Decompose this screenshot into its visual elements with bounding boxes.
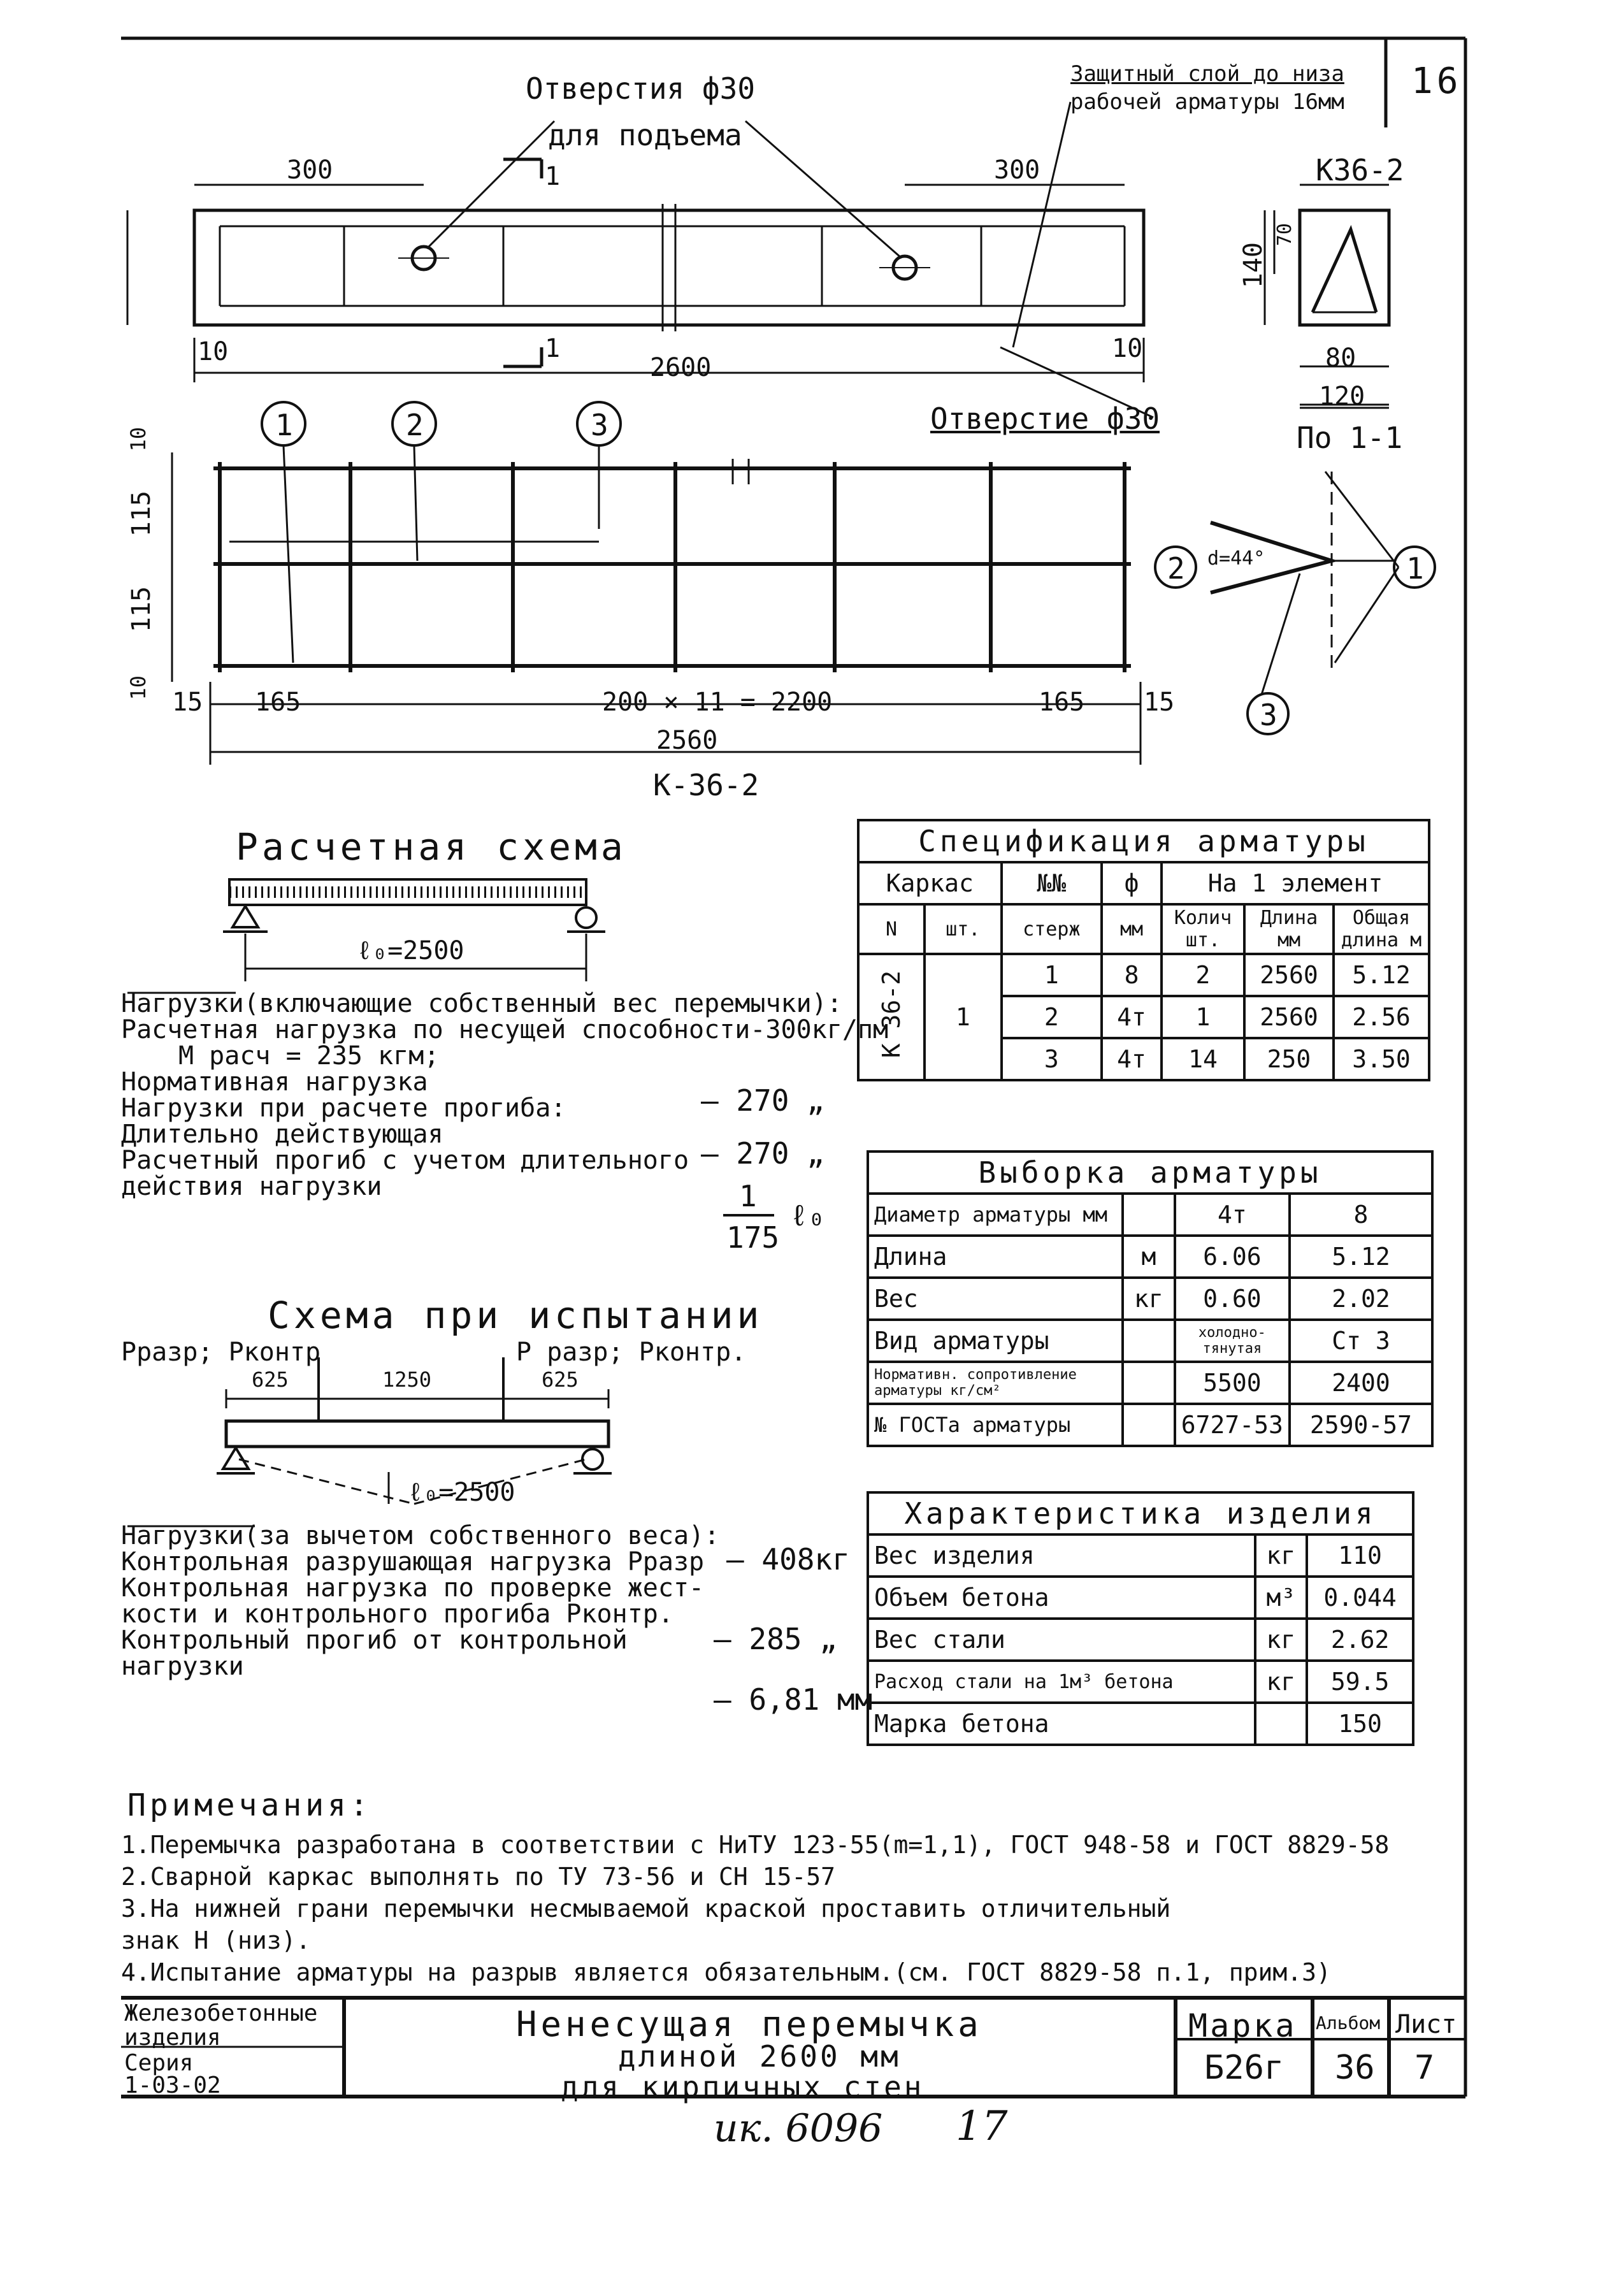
cell: 4т: [1102, 1038, 1162, 1080]
protective-layer-line2: рабочей арматуры 16мм: [1070, 89, 1344, 115]
note-item: 3.На нижней грани перемычки несмываемой краской проставить отличительный: [121, 1895, 1171, 1923]
dim-10-left: 10: [198, 337, 229, 366]
marker-2: 2: [406, 408, 424, 442]
table-row: [868, 1404, 1432, 1446]
section-mark-top: 1: [545, 162, 561, 191]
cell: 5.12: [1290, 1236, 1432, 1278]
cell: 2.62: [1307, 1619, 1413, 1661]
calc-line: Нагрузки(включающие собственный вес перемычки):: [121, 989, 842, 1018]
cell: 8: [1102, 954, 1162, 996]
cell: 4т: [1175, 1194, 1290, 1236]
test-line: кости и контрольного прогиба Pконтр.: [121, 1599, 673, 1629]
calc-value-normative: — 270 „: [701, 1083, 824, 1118]
spec-h-bar: №№: [1002, 862, 1102, 904]
cell: 3.50: [1334, 1038, 1429, 1080]
cell: 59.5: [1307, 1661, 1413, 1703]
cell: Вес: [868, 1278, 1123, 1320]
tb-name-1: Ненесущая перемычка: [516, 2004, 982, 2044]
cell: [1123, 1194, 1175, 1236]
dim-115-b: 115: [127, 586, 156, 633]
test-scheme-title: Схема при испытании: [268, 1294, 763, 1337]
cell: м³: [1255, 1577, 1307, 1619]
spec-frame-name: К 36-2: [877, 970, 905, 1058]
cell: кг: [1255, 1534, 1307, 1577]
test-value-control: — 285 „: [714, 1622, 837, 1656]
test-load-left: Pразр; Pконтр: [121, 1338, 321, 1367]
test-dim-1250: 1250: [382, 1368, 432, 1392]
dim-15-right: 15: [1144, 688, 1175, 717]
cell: 3: [1002, 1038, 1102, 1080]
tb-name-2: длиной 2600 мм: [618, 2039, 901, 2074]
spec-title: Спецификация арматуры: [858, 820, 1429, 862]
spec-h-rod: стерж: [1002, 904, 1102, 954]
cell: Диаметр арматуры мм: [868, 1194, 1123, 1236]
test-line: нагрузки: [121, 1652, 244, 1681]
section-label: По 1-1: [1297, 421, 1403, 455]
cell: Марка бетона: [868, 1703, 1255, 1745]
dim-165-right: 165: [1039, 688, 1085, 717]
calc-line: М расч = 235 кгм;: [178, 1041, 440, 1071]
note-item: 2.Сварной каркас выполнять по ТУ 73-56 и СН 15-57: [121, 1863, 836, 1891]
cell: 150: [1307, 1703, 1413, 1745]
cell: 0.044: [1307, 1577, 1413, 1619]
table-row: [868, 1577, 1413, 1619]
section-dim-140: 140: [1239, 242, 1268, 289]
table-row: [858, 954, 1429, 996]
cell: 250: [1244, 1038, 1334, 1080]
tb-mark: Б26г: [1204, 2049, 1284, 2087]
cell: Длина: [868, 1236, 1123, 1278]
cell: [1123, 1362, 1175, 1404]
dim-15-left: 15: [172, 688, 203, 717]
holes-label-1: Отверстия ф30: [526, 71, 756, 106]
cell: [1123, 1404, 1175, 1446]
calc-value-long: — 270 „: [701, 1136, 824, 1171]
dim-10-bottom: 10: [126, 675, 150, 700]
section-dim-120: 120: [1319, 382, 1365, 411]
cell: 0.60: [1175, 1278, 1290, 1320]
section-dim-70: 70: [1274, 223, 1296, 247]
spec-h-length: Длина мм: [1244, 904, 1334, 954]
calc-deflection-num: 1: [739, 1179, 757, 1213]
dim-total-2600: 2600: [650, 353, 712, 382]
spec-table: [857, 819, 1430, 1081]
cell: 4т: [1102, 996, 1162, 1038]
test-line: Контрольный прогиб от контрольной: [121, 1626, 628, 1655]
table-row: [868, 1320, 1432, 1362]
table-row: [868, 1236, 1432, 1278]
calc-scheme-title: Расчетная схема: [236, 825, 627, 869]
frame-title: К-36-2: [653, 768, 759, 802]
bar-marker-1: 1: [1406, 551, 1424, 586]
spec-frame-count: 1: [925, 954, 1002, 1080]
calc-scheme-beam: [223, 879, 605, 981]
cell: 5.12: [1334, 954, 1429, 996]
test-line: Нагрузки(за вычетом собственного веса):: [121, 1521, 720, 1550]
table-row: [868, 1703, 1413, 1745]
spec-h-n: N: [858, 904, 925, 954]
notes-list: [121, 1829, 1389, 1988]
table-row: [868, 1534, 1413, 1577]
cell: 2400: [1290, 1362, 1432, 1404]
cell: 2: [1002, 996, 1102, 1038]
table-row: [868, 1278, 1432, 1320]
note-item: 1.Перемычка разработана в соответствии с НиТУ 123-55(m=1,1), ГОСТ 948-58 и ГОСТ 8829-58: [121, 1831, 1390, 1859]
dim-300-right: 300: [994, 155, 1040, 185]
section-title: К36-2: [1316, 153, 1404, 187]
spec-h-diam: ф: [1102, 862, 1162, 904]
dim-middle: 200 × 11 = 2200: [602, 688, 833, 717]
cell: м: [1123, 1236, 1175, 1278]
test-lines: [121, 1523, 719, 1680]
marker-3: 3: [591, 408, 608, 442]
cell: Объем бетона: [868, 1577, 1255, 1619]
cell: Вес стали: [868, 1619, 1255, 1661]
note-item: знак Н (низ).: [121, 1926, 311, 1954]
hole-label: Отверстие ф30: [930, 401, 1160, 436]
cell: кг: [1255, 1619, 1307, 1661]
tb-series-label: Серия: [124, 2050, 194, 2076]
cell: 14: [1162, 1038, 1244, 1080]
spec-h-mm: мм: [1102, 904, 1162, 954]
cell: кг: [1123, 1278, 1175, 1320]
inventory-number: ик. 6096: [714, 2106, 883, 2151]
test-dim-625-right: 625: [542, 1368, 579, 1392]
calc-line: Расчетная нагрузка по несущей способности-300кг/пм: [121, 1015, 889, 1044]
spec-h-pcs: шт.: [925, 904, 1002, 954]
test-dim-625-left: 625: [252, 1368, 289, 1392]
cell: [1255, 1703, 1307, 1745]
cell: 8: [1290, 1194, 1432, 1236]
cell: холодно-тянутая: [1175, 1320, 1290, 1362]
cell: Расход стали на 1м³ бетона: [868, 1661, 1255, 1703]
fraction-bar: [723, 1214, 774, 1217]
cell: 2.56: [1334, 996, 1429, 1038]
test-load-right: P разр; Pконтр.: [516, 1338, 747, 1367]
cell: 2560: [1244, 996, 1334, 1038]
cell: Нормативн. сопротивление арматуры кг/см²: [868, 1362, 1123, 1404]
bar-marker-3: 3: [1260, 698, 1277, 732]
product-table: [867, 1491, 1414, 1746]
notes-title: Примечания:: [127, 1787, 372, 1823]
tb-name-3: для кирпичных стен: [561, 2070, 925, 2104]
bar-marker-2: 2: [1167, 551, 1185, 586]
cell: 5500: [1175, 1362, 1290, 1404]
calc-line: действия нагрузки: [121, 1172, 382, 1201]
dim-10-right: 10: [1112, 334, 1143, 363]
dim-165-left: 165: [255, 688, 301, 717]
bar-detail: [1155, 472, 1435, 734]
tb-album: 36: [1335, 2049, 1375, 2087]
calc-line: Нормативная нагрузка: [121, 1067, 428, 1097]
cell: кг: [1255, 1661, 1307, 1703]
test-span: ℓ₀=2500: [408, 1478, 515, 1507]
note-item: 4.Испытание арматуры на разрыв является обязательным.(см. ГОСТ 8829-58 п.1, прим.3): [121, 1958, 1331, 1986]
calc-line: Нагрузки при расчете прогиба:: [121, 1094, 566, 1123]
dim-300-left: 300: [287, 155, 333, 185]
test-line: Контрольная разрушающая нагрузка Pразр: [121, 1547, 705, 1577]
frame-k36-2: [172, 446, 1140, 765]
dim-115-a: 115: [127, 491, 156, 537]
calc-span: ℓ₀=2500: [357, 936, 464, 965]
cell: № ГОСТа арматуры: [868, 1404, 1123, 1446]
holes-label-2: для подъема: [548, 118, 742, 152]
calc-deflection-den: 175: [726, 1220, 780, 1255]
table-row: [868, 1362, 1432, 1404]
test-value-breaking: — 408кг: [726, 1542, 850, 1577]
cell: Ст 3: [1290, 1320, 1432, 1362]
section-dim-80: 80: [1325, 343, 1356, 373]
cell: Вес изделия: [868, 1534, 1255, 1577]
protective-layer-line1: Защитный слой до низа: [1070, 61, 1344, 87]
cell: 110: [1307, 1534, 1413, 1577]
tb-category-2: изделия: [124, 2025, 221, 2051]
cell: 2: [1162, 954, 1244, 996]
frame-total-2560: 2560: [656, 726, 718, 755]
tb-h-mark: Марка: [1188, 2007, 1297, 2044]
tb-h-album: Альбом: [1316, 2012, 1381, 2033]
section-mark-bottom: 1: [545, 334, 561, 363]
cell: 1: [1162, 996, 1244, 1038]
cell: 6727-53: [1175, 1404, 1290, 1446]
bar-angle: d=44°: [1207, 547, 1265, 570]
tb-h-sheet: Лист: [1395, 2010, 1457, 2039]
cell: Вид арматуры: [868, 1320, 1123, 1362]
cell: 6.06: [1175, 1236, 1290, 1278]
cell: 2560: [1244, 954, 1334, 996]
product-title: Характеристика изделия: [868, 1492, 1413, 1534]
spec-h-per-element: На 1 элемент: [1162, 862, 1429, 904]
test-line: Контрольная нагрузка по проверке жест-: [121, 1573, 705, 1603]
spec-h-qty: Колич шт.: [1162, 904, 1244, 954]
tb-series-value: 1-03-02: [124, 2072, 221, 2098]
sheet-number: 16: [1411, 61, 1462, 102]
section-1-1: [1265, 185, 1389, 411]
cell: 2590-57: [1290, 1404, 1432, 1446]
dim-10-top: 10: [126, 427, 150, 452]
inventory-page: 17: [956, 2103, 1008, 2150]
calc-line: Расчетный прогиб с учетом длительного: [121, 1146, 689, 1175]
marker-1: 1: [275, 408, 293, 442]
selection-title: Выборка арматуры: [868, 1152, 1432, 1194]
test-value-deflection: — 6,81 мм: [714, 1682, 873, 1717]
cell: [1123, 1320, 1175, 1362]
table-row: [868, 1619, 1413, 1661]
cell: 1: [1002, 954, 1102, 996]
selection-table: [867, 1150, 1434, 1447]
spec-h-total: Общая длина м: [1334, 904, 1429, 954]
spec-h-frame: Каркас: [858, 862, 1002, 904]
calc-line: Длительно действующая: [121, 1120, 443, 1149]
tb-sheet: 7: [1414, 2049, 1435, 2087]
tb-category-1: Железобетонные: [124, 2000, 318, 2026]
table-row: [868, 1661, 1413, 1703]
cell: 2.02: [1290, 1278, 1432, 1320]
calc-deflection-suffix: ℓ₀: [790, 1198, 826, 1232]
table-row: [868, 1194, 1432, 1236]
